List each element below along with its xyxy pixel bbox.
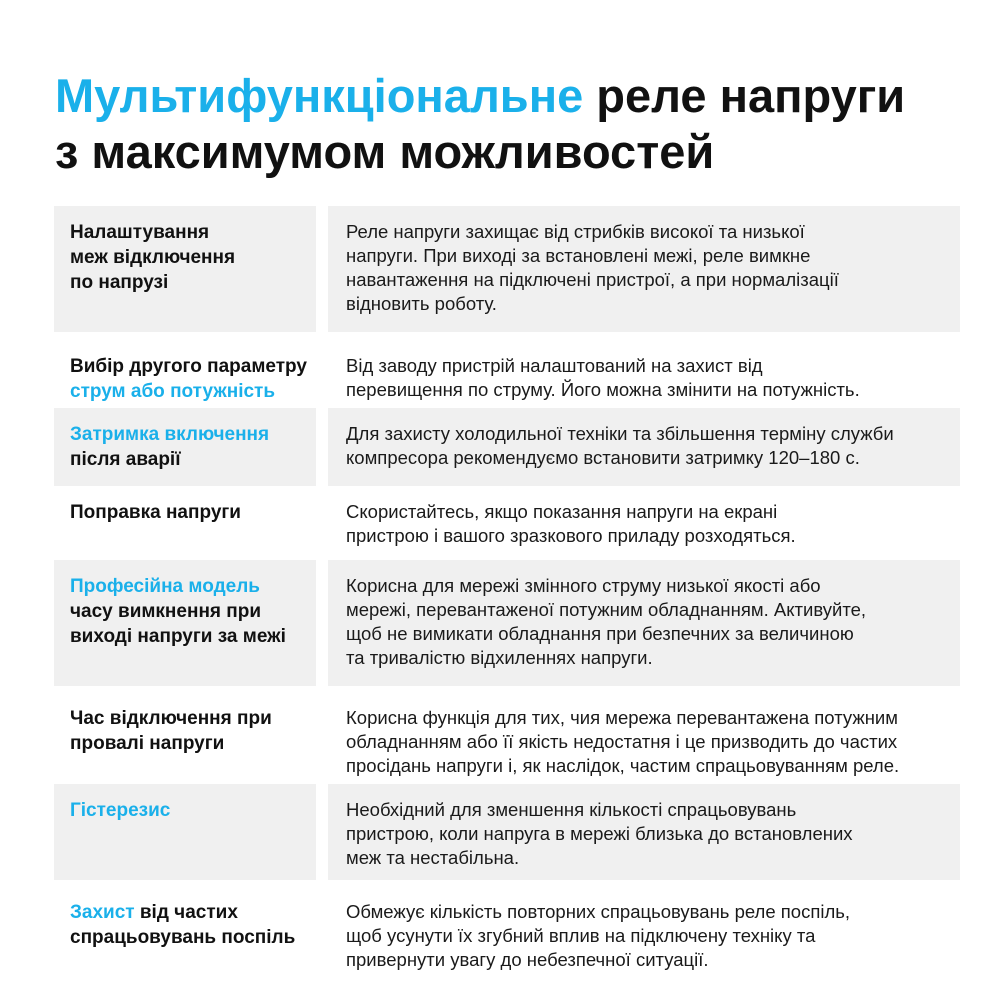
feature-description bbox=[328, 408, 960, 486]
feature-name bbox=[54, 486, 316, 552]
feature-name-text: меж відключення bbox=[70, 247, 236, 268]
feature-name-line bbox=[70, 245, 316, 270]
title-line-1 bbox=[55, 68, 985, 124]
feature-name bbox=[54, 784, 316, 880]
table-row bbox=[54, 692, 960, 788]
feature-name bbox=[54, 340, 316, 402]
feature-name-text: Поправка напруги bbox=[70, 502, 241, 523]
feature-description bbox=[328, 206, 960, 332]
feature-name-line bbox=[70, 422, 316, 447]
feature-description-line: компресора рекомендуємо встановити затримку 120–180 с. bbox=[346, 447, 860, 468]
feature-description-line: Реле напруги захищає від стрибків високої та низької bbox=[346, 221, 805, 242]
feature-description-line: Корисна для мережі змінного струму низької якості або bbox=[346, 575, 821, 596]
feature-name bbox=[54, 408, 316, 486]
feature-description-line: навантаження на підключені пристрої, а при нормалізації bbox=[346, 269, 839, 290]
table-row bbox=[54, 486, 960, 552]
feature-description-line: Корисна функція для тих, чия мережа перевантажена потужним bbox=[346, 707, 898, 728]
feature-name-text: провалі напруги bbox=[70, 733, 225, 754]
title-line-2: з максимумом можливостей bbox=[55, 125, 715, 178]
page-title bbox=[55, 68, 985, 180]
feature-name-line bbox=[70, 900, 316, 925]
feature-name-text: після аварії bbox=[70, 449, 181, 470]
feature-name-text: по напрузі bbox=[70, 272, 169, 293]
feature-name-line bbox=[70, 624, 316, 649]
feature-description-line: пристрою і вашого зразкового приладу розходяться. bbox=[346, 525, 796, 546]
feature-name-line bbox=[70, 925, 316, 950]
feature-name-text: Налаштування bbox=[70, 222, 210, 243]
feature-description-line: мережі, перевантаженої потужним обладнанням. Активуйте, bbox=[346, 599, 867, 620]
feature-name-text: Час відключення при bbox=[70, 708, 272, 729]
feature-description bbox=[328, 560, 960, 686]
feature-description-line: щоб не вимикати обладнання при безпечних за величиною bbox=[346, 623, 854, 644]
feature-name-text: часу вимкнення при bbox=[70, 601, 262, 622]
feature-name-text: спрацьовувань поспіль bbox=[70, 927, 296, 948]
feature-name-line bbox=[70, 731, 316, 756]
feature-name-highlight: Гістерезис bbox=[70, 800, 171, 821]
feature-description-line: меж та нестабільна. bbox=[346, 847, 520, 868]
feature-description-line: Обмежує кількість повторних спрацьовувань реле поспіль, bbox=[346, 901, 851, 922]
title-rest: реле напруги bbox=[583, 69, 906, 122]
feature-name bbox=[54, 206, 316, 332]
feature-description-line: та тривалістю відхиленнях напруги. bbox=[346, 647, 653, 668]
feature-name bbox=[54, 560, 316, 686]
feature-name-text: виході напруги за межі bbox=[70, 626, 286, 647]
feature-description-line: обладнанням або її якість недостатня і це призводить до частих bbox=[346, 731, 898, 752]
table-row bbox=[54, 408, 960, 486]
feature-name-line bbox=[70, 354, 316, 379]
feature-name-line bbox=[70, 270, 316, 295]
feature-name bbox=[54, 886, 316, 982]
feature-description-line: щоб усунути їх згубний вплив на підключену техніку та bbox=[346, 925, 816, 946]
feature-name-line bbox=[70, 500, 316, 525]
feature-description-line: Для захисту холодильної техніки та збільшення терміну служби bbox=[346, 423, 894, 444]
feature-description-line: Скористайтесь, якщо показання напруги на екрані bbox=[346, 501, 778, 522]
feature-description bbox=[328, 486, 960, 552]
feature-name bbox=[54, 692, 316, 788]
feature-name-highlight: струм або потужність bbox=[70, 381, 276, 402]
feature-name-text: Вибір другого параметру bbox=[70, 356, 307, 377]
feature-description-line: напруги. При виході за встановлені межі, реле вимкне bbox=[346, 245, 811, 266]
table-row bbox=[54, 340, 960, 402]
table-row bbox=[54, 886, 960, 982]
feature-description bbox=[328, 340, 960, 402]
table-row bbox=[54, 206, 960, 332]
feature-description-line: Від заводу пристрій налаштований на захист від bbox=[346, 355, 763, 376]
feature-name-line bbox=[70, 706, 316, 731]
feature-name-line bbox=[70, 599, 316, 624]
feature-description-line: просідань напруги і, як наслідок, частим спрацьовуванням реле. bbox=[346, 755, 900, 776]
feature-description-line: перевищення по струму. Його можна змінити на потужність. bbox=[346, 379, 860, 400]
feature-name-line bbox=[70, 798, 316, 823]
feature-name-highlight: Захист bbox=[70, 902, 135, 923]
feature-name-line bbox=[70, 574, 316, 599]
feature-name-text: від частих bbox=[134, 902, 238, 923]
feature-name-line bbox=[70, 220, 316, 245]
title-accent: Мультифункціональне bbox=[55, 69, 584, 122]
feature-name-highlight: Затримка включення bbox=[70, 424, 270, 445]
feature-name-line bbox=[70, 379, 316, 404]
feature-description-line: привернути увагу до небезпечної ситуації. bbox=[346, 949, 709, 970]
table-row bbox=[54, 560, 960, 686]
feature-description-line: Необхідний для зменшення кількості спрацьовувань bbox=[346, 799, 797, 820]
feature-description bbox=[328, 886, 960, 982]
feature-description-line: відновить роботу. bbox=[346, 293, 497, 314]
table-row bbox=[54, 784, 960, 880]
feature-name-line bbox=[70, 447, 316, 472]
feature-description bbox=[328, 692, 960, 788]
feature-description bbox=[328, 784, 960, 880]
feature-name-highlight: Професійна модель bbox=[70, 576, 260, 597]
feature-description-line: пристрою, коли напруга в мережі близька до встановлених bbox=[346, 823, 853, 844]
